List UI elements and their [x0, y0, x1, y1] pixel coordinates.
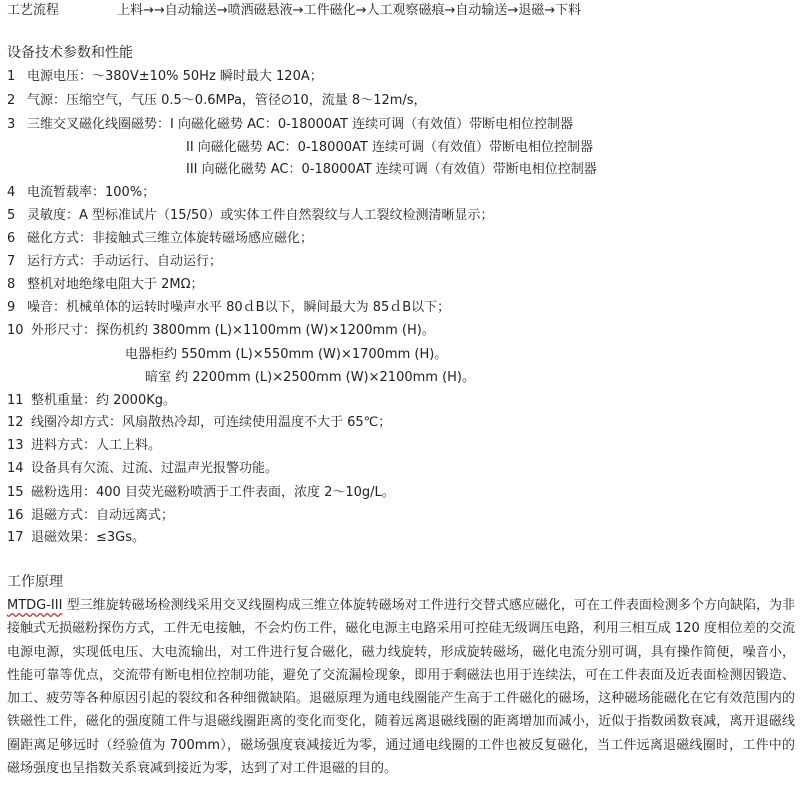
process-flow: 上料→→自动输送→喷洒磁悬液→工件磁化→人工观察磁痕→自动输送→退磁→下料	[117, 3, 582, 18]
spec-item-sub: 暗室 约 2200mm (L)×2500mm (W)×2100mm (H)。	[145, 370, 475, 385]
spec-item: 8 整机对地绝缘电阻大于 2MΩ；	[7, 277, 204, 292]
specs-title: 设备技术参数和性能	[7, 45, 133, 61]
spec-item-sub: 电器柜约 550mm (L)×550mm (W)×1700mm (H)。	[125, 347, 448, 362]
spec-item: 1 电源电压：～380V±10% 50Hz 瞬时最大 120A；	[7, 69, 323, 84]
spec-item: 9 噪音：机械单体的运转时噪声水平 80ｄB以下，瞬间最大为 85ｄB以下；	[7, 300, 451, 315]
process-label: 工艺流程	[7, 3, 60, 18]
spec-item: 12 线圈冷却方式：风扇散热冷却，可连续使用温度不大于 65℃；	[7, 415, 392, 430]
spec-item-sub: II 向磁化磁势 AC：0-18000AT 连续可调（有效值）带断电相位控制器	[186, 140, 593, 155]
spec-item: 4 电流暂载率：100%；	[7, 185, 156, 200]
spec-item: 7 运行方式：手动运行、自动运行；	[7, 254, 223, 269]
spec-item: 15 磁粉选用：400 目荧光磁粉喷洒于工件表面，浓度 2～10g/L。	[7, 485, 395, 500]
spec-item-sub: III 向磁化磁势 AC：0-18000AT 连续可调（有效值）带断电相位控制器	[186, 162, 597, 177]
principle-title: 工作原理	[7, 574, 63, 590]
spec-item: 13 进料方式：人工上料。	[7, 438, 162, 453]
spec-item: 3 三维交叉磁化线圈磁势：I 向磁化磁势 AC：0-18000AT 连续可调（有效值）带断电相位控制器	[7, 117, 574, 132]
spec-item: 6 磁化方式：非接触式三维立体旋转磁场感应磁化；	[7, 231, 314, 246]
spec-item: 14 设备具有欠流、过流、过温声光报警功能。	[7, 461, 279, 476]
spec-item: 5 灵敏度：A 型标准试片（15/50）或实体工件自然裂纹与人工裂纹检测清晰显示；	[7, 208, 494, 223]
spec-item: 10 外形尺寸：探伤机约 3800mm (L)×1100mm (W)×1200mm (H)。	[7, 323, 435, 338]
principle-paragraph	[7, 594, 795, 780]
process-flow-line	[7, 1, 581, 21]
model-name: MTDG-III	[7, 598, 63, 613]
spec-item: 11 整机重量：约 2000Kg。	[7, 393, 176, 408]
spec-item: 2 气源：压缩空气，气压 0.5～0.6MPa，管径∅10，流量 8～12m/s，	[7, 93, 427, 108]
principle-body: 型三维旋转磁场检测线采用交叉线圈构成三维立体旋转磁场对工件进行交替式感应磁化，可在工件表面检测多个方向缺陷，为非接触式无损磁粉探伤方式，工件无电接触，不会灼伤工件，磁化电源主电路采用可控硅无级调压电路，利用三相互成 120 度相位差的交流电源电源，实现低电压、大电流输出，对工件进行复合磁化，磁力线旋转，形成旋转磁场，磁化电流分别可调，具有操作简便，噪音小，性能可靠等优点，交流带有断电相位控制功能，避免了交流漏检现象，即用于剩磁法也用于连续法，可在工件表面及近表面检测因锻造、加工、疲劳等各种原因引起的裂纹和各种细微缺陷。退磁原理为通电线圈能产生高于工件磁化的磁场，这种磁场能磁化在它有效范围内的铁磁性工件，磁化的强度随工件与退磁线圈距离的变化而变化，随着远离退磁线圈的距离增加而减小，近似于指数函数衰减，离开退磁线圈距离足够远时（经验值为 700mm），磁场强度衰减接近为零，通过通电线圈的工件也被反复磁化，当工件远离退磁线圈时，工件中的磁场强度也呈指数关系衰减到接近为零，达到了对工件退磁的目的。	[7, 598, 795, 777]
spec-item: 17 退磁效果：≤3Gs。	[7, 530, 146, 545]
spec-item: 16 退磁方式：自动远离式；	[7, 508, 175, 523]
